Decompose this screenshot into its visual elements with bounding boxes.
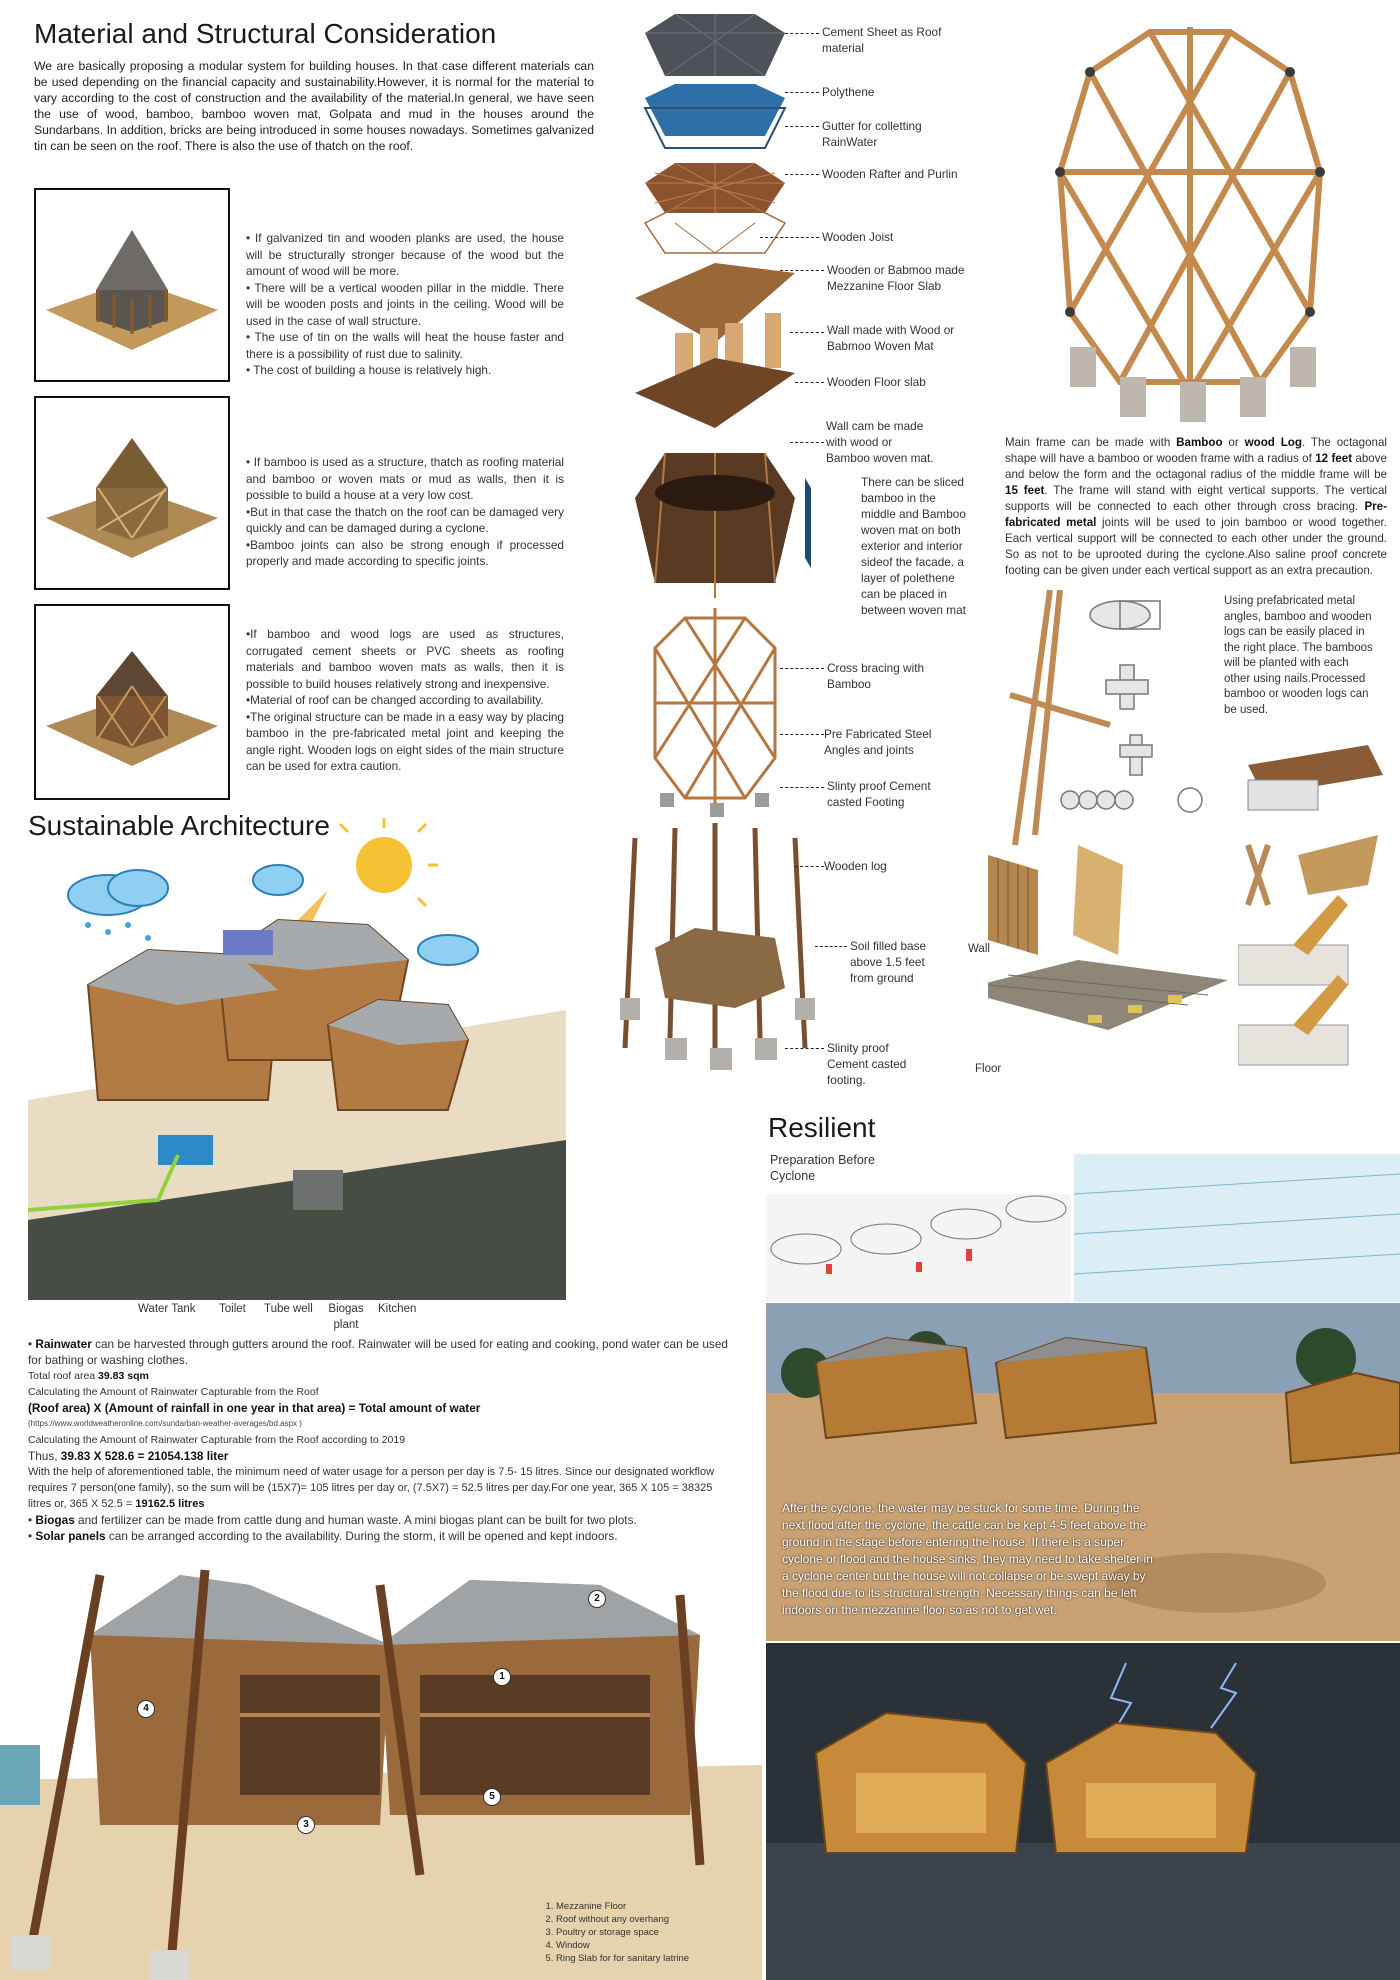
house-render-tin [34, 188, 230, 382]
label-cross-bracing: Cross bracing with Bamboo [827, 661, 925, 691]
main-frame-render [1020, 12, 1360, 432]
frame-description: Main frame can be made with Bamboo or wood Log. The octagonal shape will have a bamboo or wooden frame with a radius of 12 feet above and below the form and the octagonal radius of the middle frame will be 15 feet. The frame will stand with eight vertical supports. The vertical supports will be connected to each other through cross bracing. Pre-fabricated metal joints will be used to join bamboo or wood together. Each vertical support will be connected to each other under the ground. So as not to be uprooted during the cyclone.Also saline proof concrete footing can be given under each vertical support as an extra precaution. [1005, 436, 1387, 577]
label-mezzanine-slab: Wooden or Babmoo made Mezzanine Floor Slab [827, 263, 965, 293]
label-steel-joints: Pre Fabricated Steel Angles and joints [824, 727, 932, 757]
label-biogas: Biogas plant [328, 1303, 364, 1331]
marker-2: 2 [588, 1590, 606, 1608]
section-title-sustainable: Sustainable Architecture [28, 810, 330, 841]
label-rafter-purlin: Wooden Rafter and Purlin [822, 167, 958, 181]
house-render-bamboo-cement [34, 604, 230, 800]
section-title-resilient: Resilient [768, 1112, 876, 1143]
label-sliced-bamboo: There can be sliced bamboo in the middle and Bamboo woven mat on both exterior and interior sideof the facade. a layer of polethene can be placed in between woven mat [861, 475, 966, 617]
cyclone-preparation-sketch [766, 1154, 1400, 1302]
wall-label: Wall [968, 943, 990, 955]
label-water-tank: Water Tank [138, 1303, 196, 1315]
wall-floor-samples [988, 845, 1233, 1085]
marker-5: 5 [483, 1788, 501, 1806]
intro-paragraph: We are basically proposing a modular system for building houses. In that case different materials can be used depending on the financial capacity and sustainability.However, it is normal for the material to vary according to the cost of construction and the availability of the material.In general, we have seen the use of wood, bamboo, bamboo woven mat, Golpata and mud in the houses around the Sundarbans. In addition, bricks are being introduced in some houses nowadays. Sometimes galvanized tin can be seen on the roof. There is also the use of thatch on the roof. [34, 59, 594, 153]
preparation-label: Preparation Before Cyclone [770, 1153, 875, 1183]
joint-details-drawing [990, 585, 1240, 855]
option-2-text: • If bamboo is used as a structure, thatch as roofing material and bamboo or woven mats or mud as walls, then it is possible to build a house at a very low cost. •But in that case the thatch on the roof can be damaged very quickly and can be damaged during a cyclone. •Bamboo joints can also be strong enough if processed properly and made according to specific joints. [246, 455, 564, 568]
label-polythene: Polythene [822, 85, 875, 99]
label-joist: Wooden Joist [822, 230, 894, 244]
label-soil-base: Soil filled base above 1.5 feet from ground [850, 939, 927, 985]
label-tube-well: Tube well [264, 1303, 313, 1315]
section-title-material: Material and Structural Consideration [34, 18, 497, 49]
option-3-text: •If bamboo and wood logs are used as structures, corrugated cement sheets or PVC sheets as roofing materials and bamboo woven mats as walls, then it is possible to build houses relatively strong and inexpensive. •Material of roof can be changed according to availability. •The original structure can be made in a easy way by placing bamboo in the pre-fabricated metal joint and keeping the angle right. Wooden logs on eight sides of the main structure can be used for extra caution. [246, 627, 564, 773]
marker-3: 3 [297, 1816, 315, 1834]
storm-render [766, 1643, 1400, 1980]
label-toilet: Toilet [219, 1303, 246, 1315]
label-cement-sheet: Cement Sheet as Roof material [822, 25, 942, 55]
label-wooden-log: Wooden log [824, 859, 887, 873]
joints-note: Using prefabricated metal angles, bamboo and wooden logs can be easily placed in the right place. The bamboos will be planted with each other using nails.Processed bamboo or wooden logs can be used. [1224, 595, 1373, 716]
label-footing: Slinty proof Cement casted Footing [827, 779, 931, 809]
label-woven-wall: Wall made with Wood or Babmoo Woven Mat [827, 323, 955, 353]
sustainable-site-render [28, 810, 566, 1300]
after-cyclone-text: After the cyclone, the water may be stuck for some time. During the next flood after the cyclone, the cattle can be kept 4-5 feet above the ground in the stage before entering the house. If there is a super cyclone or flood and the house sinks, they may need to take shelter in a cyclone center but the house will not collapse or be swept away by the flood due to its structural strength. Necessary things can be left indoors on the mezzanine floor so as not to get wet. [782, 1501, 1153, 1617]
section-legend: 1. Mezzanine Floor 2. Roof without any overhang 3. Poultry or storage space 4. Window 5. Ring Slab for for sanitary latrine [540, 1900, 740, 1965]
option-1-text: • If galvanized tin and wooden planks are used, the house will be structurally stronger because of the wood but the amount of wood will be more. • There will be a vertical wooden pillar in the middle. There will be wooden posts and joints in the ceiling. Wood will be used in the case of wall structure. • The use of tin on the walls will heat the house faster and there is a possibility of rust due to salinity. • The cost of building a house is relatively high. [246, 231, 564, 377]
house-render-bamboo-thatch [34, 396, 230, 590]
rainwater-calculation: • Rainwater can be harvested through gutters around the roof. Rainwater will be used for eating and cooking, pond water can be used for bathing or washing clothes. Total roof area 39.83 sqm Calculating the Amount of Rainwater Capturable from the Roof (Roof area) X (Amount of rainfall in one year in that area) = Total amount of water (https://www.worldweatheronline.com/sundarban-weather-averages/bd.aspx ) Calculating the Amount of Rainwater Capturable from the Roof according to 2019 Thus, 39.83 X 528.6 = 21054.138 liter With the help of aforementioned table, the minimum need of water usage for a person per day is 7.5- 15 litres. Since our designated workflow requires 7 person(one family), so the sum will be (15X7)= 105 litres per day or, (7.5X7) = 52.5 litres per day.For one year, 365 X 105 = 38325 litres or, 365 X 52.5 = 19162.5 litres • Biogas and fertilizer can be made from cattle dung and human waste. A mini biogas plant can be built for two plots. • Solar panels can be arranged according to the availability. During the storm, it will be opened and kept indoors. [28, 1337, 728, 1543]
exploded-axonometric-diagram [615, 8, 815, 1098]
label-kitchen: Kitchen [378, 1303, 417, 1315]
floor-label: Floor [975, 1063, 1002, 1075]
label-wall-mat: Wall cam be made with wood or Bamboo woven mat. [826, 419, 934, 465]
label-floor-slab: Wooden Floor slab [827, 375, 926, 389]
label-cement-footing: Slinity proof Cement casted footing. [827, 1041, 907, 1087]
label-gutter: Gutter for colletting RainWater [822, 119, 922, 149]
marker-4: 4 [137, 1700, 155, 1718]
connection-details [1238, 745, 1388, 1075]
marker-1: 1 [493, 1668, 511, 1686]
